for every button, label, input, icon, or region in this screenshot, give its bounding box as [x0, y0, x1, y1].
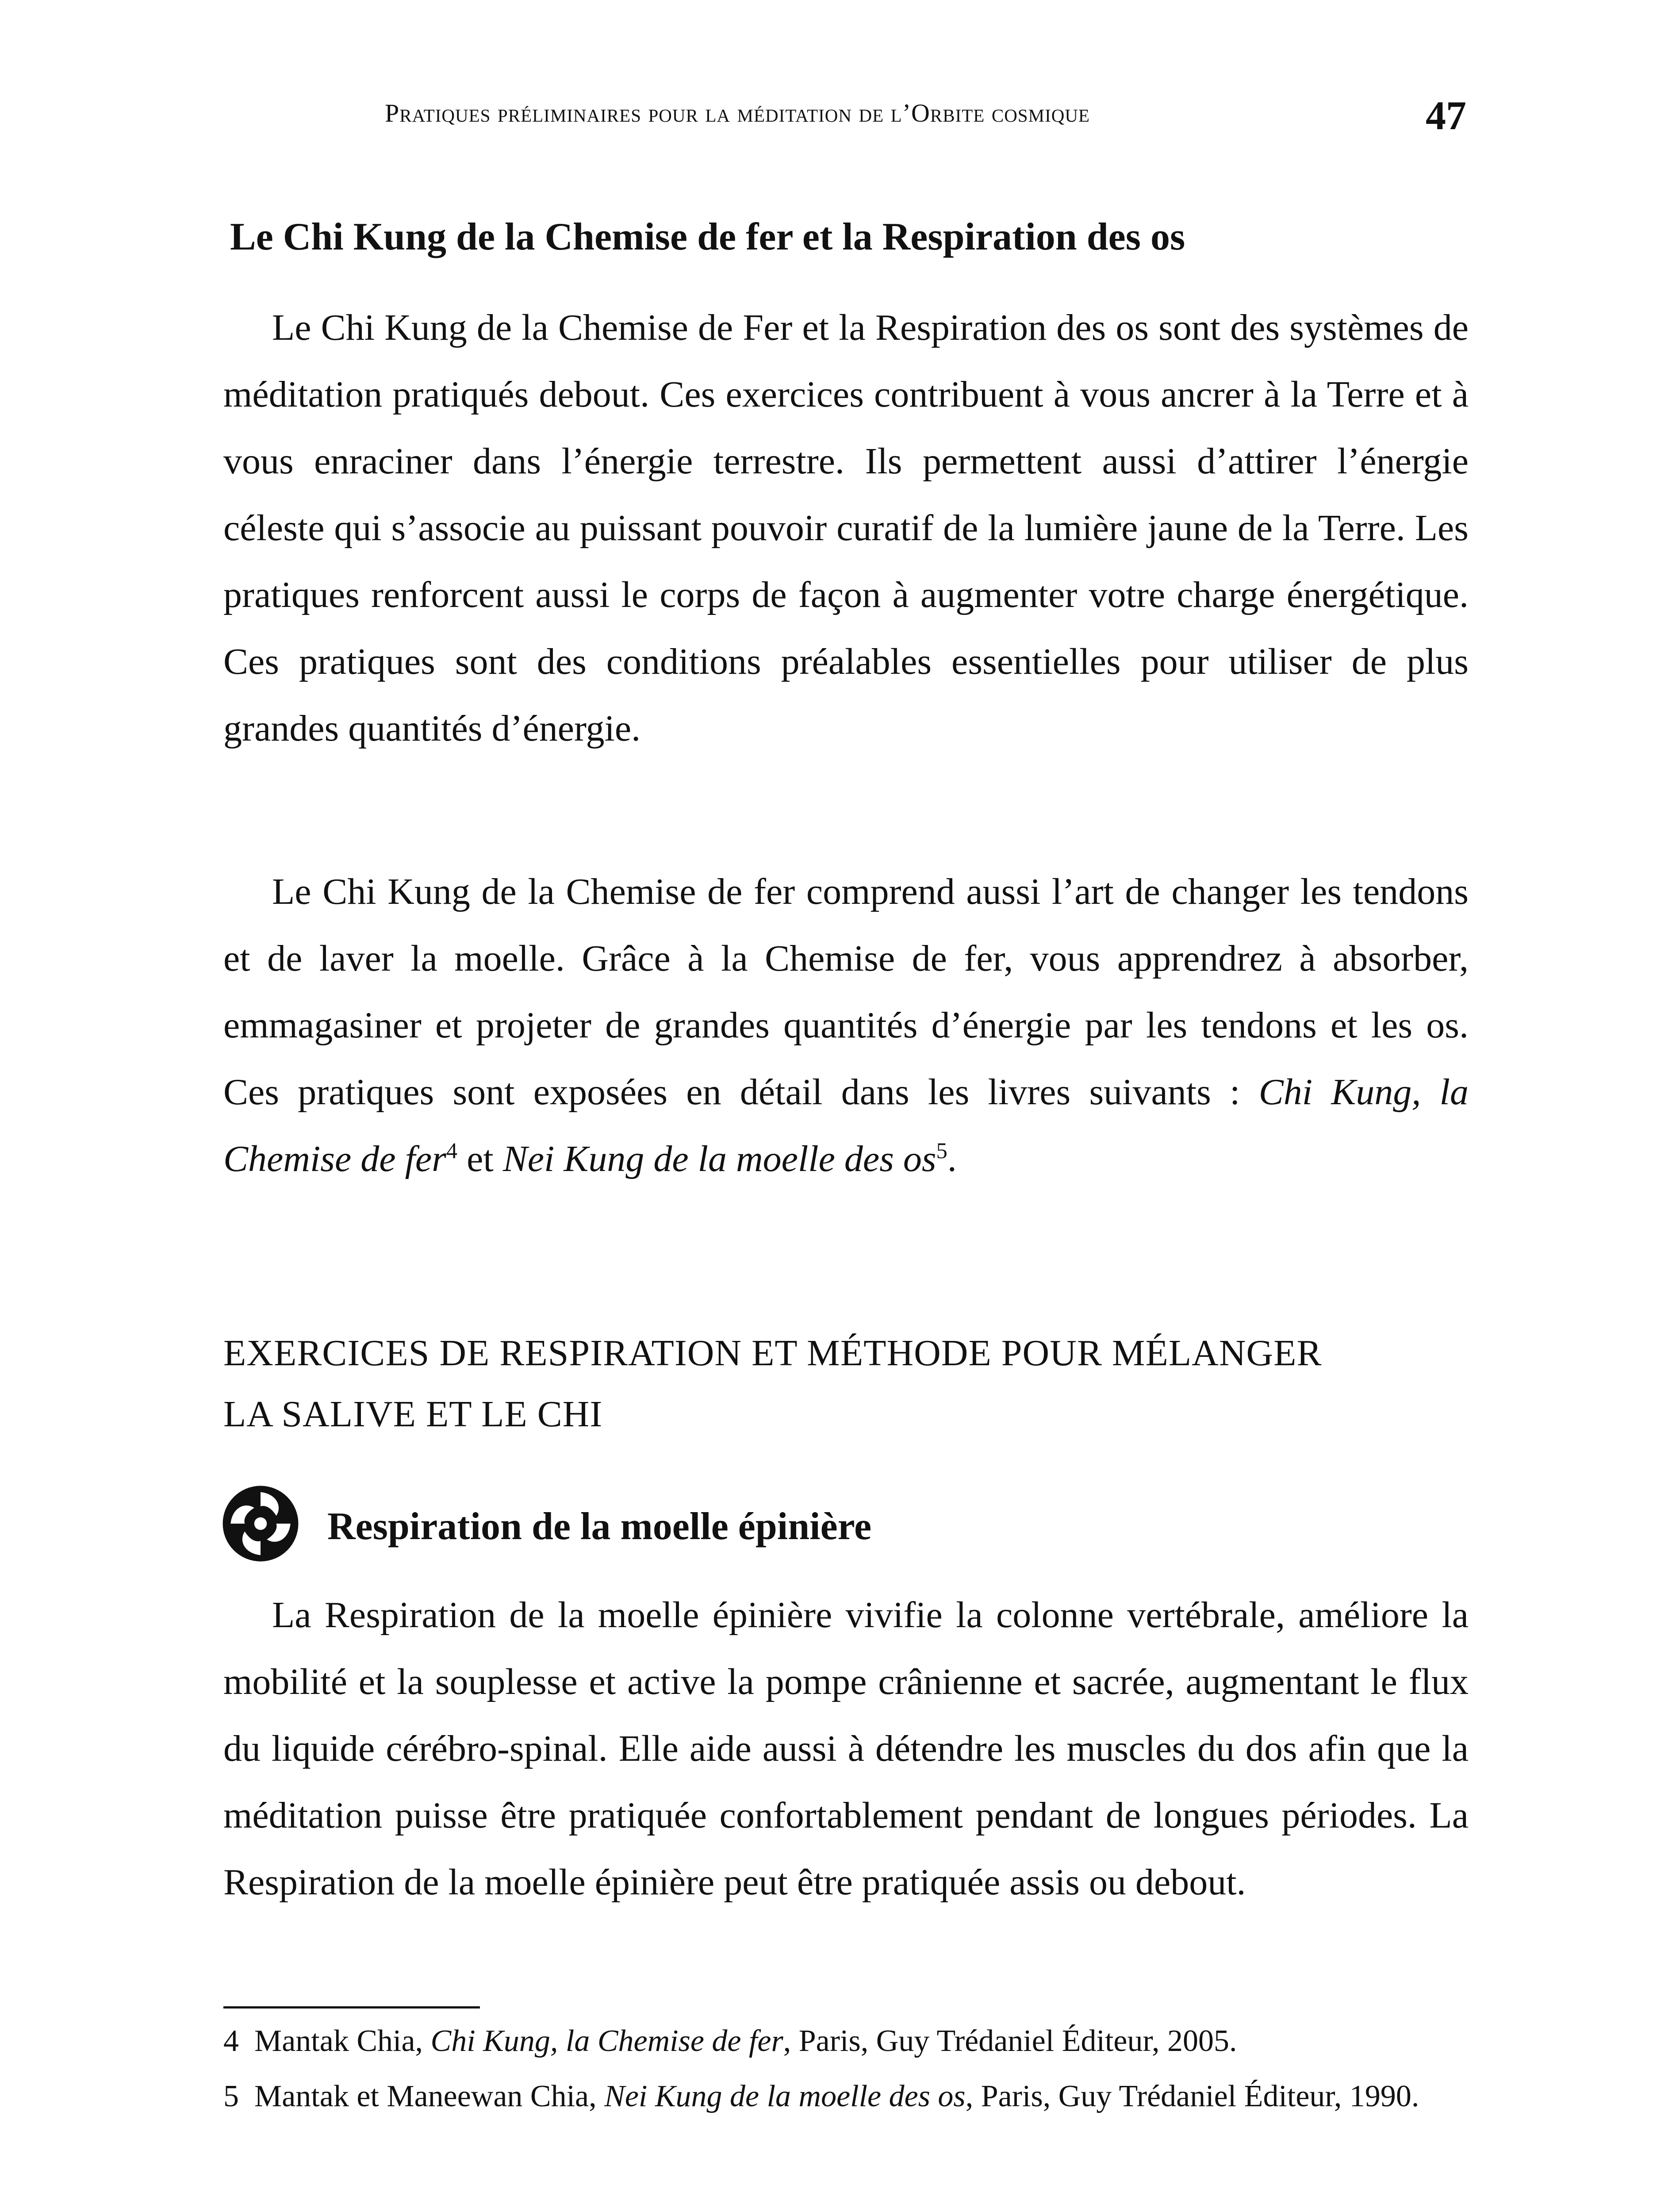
swirl-icon [221, 1484, 300, 1563]
running-header: Pratiques préliminaires pour la méditation de l’Orbite cosmique [385, 99, 1090, 127]
chapter-section-heading [223, 1323, 1475, 1445]
subheading: Respiration de la moelle épinière [327, 1505, 872, 1548]
page-number: 47 [1426, 93, 1466, 138]
section-heading-line: LA SALIVE ET LE CHI [223, 1394, 603, 1435]
section-heading: Le Chi Kung de la Chemise de fer et la Respiration des os [230, 215, 1185, 258]
footnote-ref: 5 [936, 1138, 947, 1163]
footnote-divider [223, 2006, 480, 2008]
footnote: 4 Mantak Chia, Chi Kung, la Chemise de fer, Paris, Guy Trédaniel Éditeur, 2005. [223, 2024, 1237, 2058]
footnote-ref: 4 [446, 1138, 458, 1163]
paragraph: Le Chi Kung de la Chemise de Fer et la Respiration des os sont des systèmes de méditation pratiqués debout. Ces exercices contribuent à vous ancrer à la Terre et à vous enraciner dans l’énergie terrestre. Ils permettent aussi d’attirer l’énergie céleste qui s’associe au puissant pouvoir curatif de la lumière jaune de la Terre. Les pratiques renforcent aussi le corps de façon à augmenter votre charge énergétique. Ces pratiques sont des conditions préalables essentielles pour utiliser de plus grandes quantités d’énergie. [223, 307, 1469, 749]
footnote: 5 Mantak et Maneewan Chia, Nei Kung de la moelle des os, Paris, Guy Trédaniel Éditeur, 1990. [223, 2079, 1419, 2113]
book-title: Nei Kung de la moelle des os [502, 1138, 936, 1179]
section-heading-line: EXERCICES DE RESPIRATION ET MÉTHODE POUR MÉLANGER [223, 1333, 1322, 1374]
book-title: Chi Kung, la Chemise de fer [223, 1071, 1469, 1179]
paragraph: Le Chi Kung de la Chemise de fer comprend aussi l’art de changer les tendons et de laver la moelle. Grâce à la Chemise de fer, vous apprendrez à absorber, emmagasiner et projeter de grandes quantités d’énergie par les tendons et les os. Ces pratiques sont exposées en détail dans les livres suivants : Chi Kung, la Chemise de fer$^4$ et Nei Kung de la moelle des $os^5$. [223, 871, 1469, 1179]
paragraph: La Respiration de la moelle épinière vivifie la colonne vertébrale, améliore la mobilité et la souplesse et active la pompe crânienne et sacrée, augmentant le flux du liquide cérébro-spinal. Elle aide aussi à détendre les muscles du dos afin que la méditation puisse être pratiquée confortablement pendant de longues périodes. La Respiration de la moelle épinière peut être pratiquée assis ou debout. [223, 1594, 1469, 1903]
